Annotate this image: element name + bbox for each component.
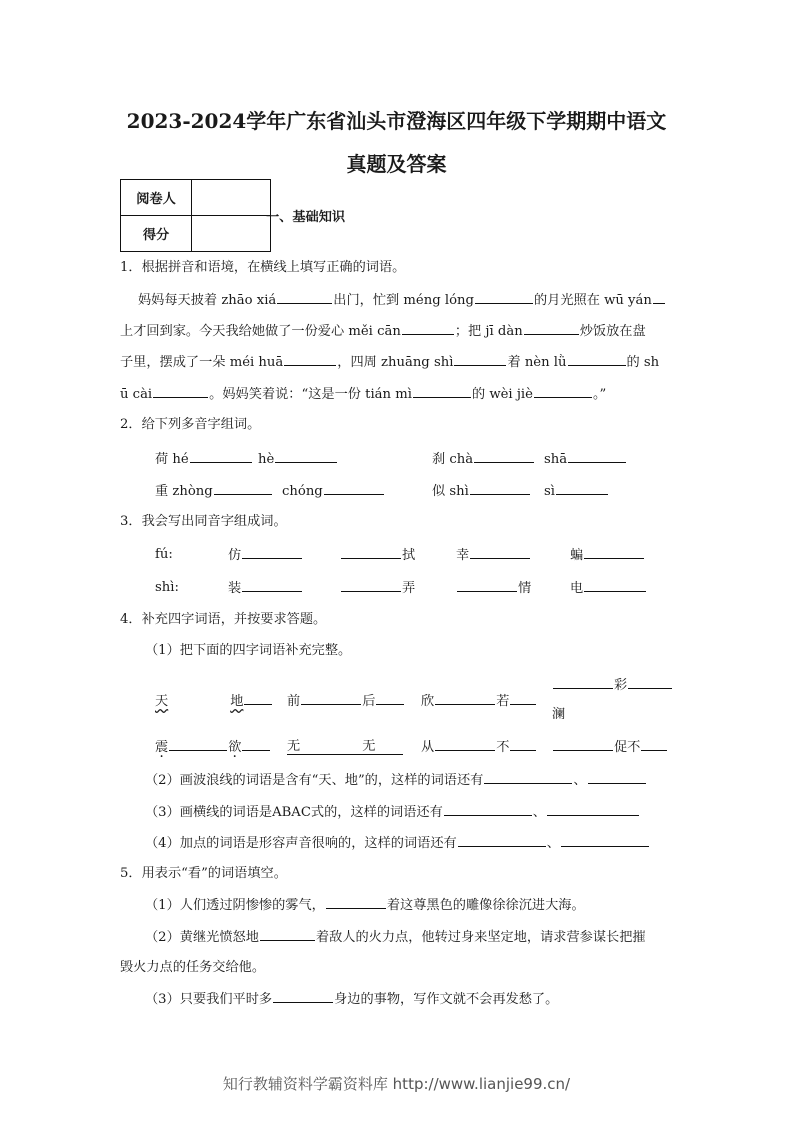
q2-row2-b (282, 482, 385, 501)
q4-sub2 (145, 771, 647, 790)
answer-blank[interactable] (435, 738, 495, 751)
idiom-char: 后 (362, 694, 376, 709)
q4-row1-d (552, 676, 673, 695)
q4-row2-b (287, 738, 403, 755)
idiom-char: 若 (496, 694, 510, 709)
section-heading: 一、基础知识 (266, 210, 346, 225)
q1-text: 。” (592, 387, 607, 402)
answer-blank[interactable] (214, 482, 272, 495)
answer-blank[interactable] (556, 482, 608, 495)
idiom-char: 无 (362, 739, 376, 754)
answer-blank[interactable] (275, 450, 337, 463)
answer-blank[interactable] (475, 291, 533, 304)
idiom-char: 前 (287, 694, 301, 709)
q1-line3 (120, 353, 659, 372)
answer-blank[interactable] (435, 692, 495, 705)
answer-blank[interactable] (169, 738, 227, 751)
separator: 、 (573, 773, 587, 788)
q2-row2-d (544, 482, 609, 501)
q3-stem: 3．我会写出同音字组成词。 (120, 514, 287, 529)
answer-blank[interactable] (641, 738, 667, 751)
q4-row1-c (421, 692, 537, 711)
q2-row1-d (544, 450, 627, 469)
q1-line2 (120, 322, 646, 341)
idiom-char: 欣 (421, 694, 435, 709)
q3-r1-label: fú: (155, 547, 173, 562)
answer-blank[interactable] (244, 692, 272, 705)
q2-row1-c (432, 450, 535, 469)
answer-blank[interactable] (284, 353, 336, 366)
answer-blank[interactable] (524, 322, 579, 335)
q3-r1-item1 (228, 546, 303, 565)
answer-blank[interactable] (260, 928, 315, 941)
answer-blank[interactable] (484, 771, 572, 784)
answer-blank[interactable] (242, 738, 270, 751)
q5-sub2 (145, 928, 646, 947)
answer-blank[interactable] (277, 291, 332, 304)
q1-text: ，四周 zhuāng shì (337, 355, 454, 370)
q3-r1-item4 (570, 546, 645, 565)
idiom-char: 地 (230, 694, 244, 709)
q3-char: 情 (518, 581, 532, 596)
answer-blank[interactable] (457, 579, 517, 592)
answer-blank[interactable] (444, 803, 532, 816)
q2-item: shā (544, 452, 568, 467)
q1-text: ；把 jī dàn (454, 324, 523, 339)
q2-row2-a (155, 482, 273, 501)
q2-item: 重 zhòng (155, 484, 213, 499)
q2-item: 荷 hé (155, 452, 189, 467)
answer-blank[interactable] (588, 771, 646, 784)
q3-char: 拭 (402, 548, 416, 563)
q4-row1-d-wrap: 澜 (552, 707, 566, 722)
q4-sub1: （1）把下面的四字词语补充完整。 (145, 643, 352, 658)
q5-text: （2）黄继光愤怒地 (145, 930, 259, 945)
q1-text: 出门，忙到 méng lóng (333, 293, 474, 308)
q3-char: 电 (570, 581, 584, 596)
q5-sub1 (145, 896, 585, 915)
q4-stem: 4．补充四字词语，并按要求答题。 (120, 612, 327, 627)
q1-text: 子里，摆成了一朵 méi huā (120, 355, 284, 370)
q5-text: （1）人们透过阴惨惨的雾气， (145, 898, 325, 913)
q1-text: 。妈妈笑着说：“这是一份 tián mì (209, 387, 412, 402)
answer-blank[interactable] (470, 546, 530, 559)
separator: 、 (546, 836, 560, 851)
page-title-line2: 真题及答案 (346, 152, 447, 176)
q5-sub3 (145, 990, 558, 1009)
reviewer-label: 阅卷人 (121, 180, 192, 216)
answer-blank[interactable] (510, 738, 536, 751)
q5-text: （3）只要我们平时多 (145, 992, 273, 1007)
q4-row2-d (552, 738, 668, 757)
q4-sub4-text: （4）加点的词语是形容声音很响的，这样的词语还有 (145, 836, 457, 851)
answer-blank[interactable] (470, 482, 530, 495)
q1-text: 着 nèn lǜ (507, 355, 567, 370)
answer-blank[interactable] (568, 353, 626, 366)
idiom-char: 彩 (614, 678, 628, 693)
reviewer-cell[interactable] (192, 180, 271, 216)
q1-text: 妈妈每天披着 zhāo xiá (138, 293, 277, 308)
answer-blank[interactable] (534, 385, 592, 398)
q5-text: 着这尊黑色的雕像徐徐沉进大海。 (386, 898, 585, 913)
q2-stem: 2．给下列多音字组词。 (120, 417, 261, 432)
answer-blank[interactable] (547, 803, 639, 816)
idiom-char: 无 (287, 739, 301, 754)
q3-r2-label: shì: (155, 580, 179, 595)
q1-text: 的 wèi jiè (471, 387, 533, 402)
q3-r2-item1 (228, 579, 303, 598)
q2-item: sì (544, 484, 555, 499)
separator: 、 (532, 805, 546, 820)
answer-blank[interactable] (561, 834, 649, 847)
answer-blank[interactable] (341, 546, 401, 559)
review-table (120, 179, 271, 252)
q3-r1-item3 (456, 546, 531, 565)
answer-blank[interactable] (190, 450, 252, 463)
page-title-line1: 2023-2024学年广东省汕头市澄海区四年级下学期期中语文 (126, 109, 667, 133)
answer-blank[interactable] (242, 546, 302, 559)
answer-blank[interactable] (474, 450, 534, 463)
q2-item: 似 shì (432, 484, 469, 499)
answer-blank[interactable] (301, 692, 361, 705)
footer-watermark: 知行教辅资料学霸资料库 http://www.lianjie99.cn/ (222, 1075, 571, 1093)
answer-blank[interactable] (553, 738, 613, 751)
answer-blank[interactable] (454, 353, 506, 366)
q4-sub3 (145, 803, 640, 822)
q3-char: 弄 (402, 581, 416, 596)
q3-r1-item2 (340, 546, 415, 565)
answer-blank[interactable] (402, 322, 454, 335)
q5-sub2-cont: 毁火力点的任务交给他。 (120, 960, 266, 975)
answer-blank[interactable] (553, 676, 613, 689)
q1-text: 上才回到家。今天我给她做了一份爱心 měi cān (120, 324, 401, 339)
answer-blank[interactable] (153, 385, 208, 398)
q1-text: ū cài (120, 387, 153, 402)
idiom-char: 欲 (228, 740, 242, 755)
q5-text: 着敌人的火力点，他转过身来坚定地，请求营参谋长把摧 (315, 930, 646, 945)
answer-blank[interactable] (584, 546, 644, 559)
q3-char: 幸 (456, 548, 470, 563)
q1-line1 (138, 291, 666, 310)
q3-char: 装 (228, 581, 242, 596)
q1-text: 的 sh (626, 355, 660, 370)
q4-row2-a (155, 738, 271, 757)
answer-blank[interactable] (584, 579, 646, 592)
q2-row2-c (432, 482, 531, 501)
q5-stem: 5．用表示“看”的词语填空。 (120, 866, 287, 881)
answer-blank[interactable] (376, 692, 404, 705)
answer-blank[interactable] (653, 291, 665, 304)
score-label: 得分 (121, 216, 192, 252)
q1-text: 的月光照在 wū yán (533, 293, 652, 308)
q4-row1-b (287, 692, 405, 711)
answer-blank[interactable] (628, 676, 672, 689)
q4-row2-c (421, 738, 537, 757)
answer-blank[interactable] (510, 692, 536, 705)
q3-r2-item3 (456, 579, 531, 598)
q2-item: hè (258, 452, 275, 467)
q3-r2-item2 (340, 579, 415, 598)
idiom-char: 促不 (614, 740, 641, 755)
q3-r2-item4 (570, 579, 647, 598)
q2-item: chóng (282, 484, 323, 499)
answer-blank[interactable] (458, 834, 546, 847)
q4-row1-a (155, 692, 273, 711)
answer-blank[interactable] (341, 579, 401, 592)
idiom-char: 震 (155, 740, 169, 755)
q2-row1-b (258, 450, 338, 469)
q4-sub3-text: （3）画横线的词语是ABAC式的，这样的词语还有 (145, 805, 443, 820)
q5-text: 身边的事物，写作文就不会再发愁了。 (334, 992, 559, 1007)
q4-sub2-text: （2）画波浪线的词语是含有“天、地”的，这样的词语还有 (145, 773, 484, 788)
q3-char: 仿 (228, 548, 242, 563)
answer-blank[interactable] (242, 579, 302, 592)
answer-blank[interactable] (568, 450, 626, 463)
answer-blank[interactable] (324, 482, 384, 495)
q1-text: 炒饭放在盘 (579, 324, 646, 339)
q1-stem: 1．根据拼音和语境，在横线上填写正确的词语。 (120, 260, 406, 275)
q2-item: 刹 chà (432, 452, 474, 467)
q2-row1-a (155, 450, 253, 469)
answer-blank[interactable] (326, 896, 386, 909)
answer-blank[interactable] (273, 990, 333, 1003)
q1-line4 (120, 385, 606, 404)
idiom-char: 天 (155, 694, 169, 709)
answer-blank[interactable] (413, 385, 471, 398)
q3-char: 蝙 (570, 548, 584, 563)
score-cell[interactable] (192, 216, 271, 252)
idiom-char: 从 (421, 740, 435, 755)
idiom-char: 不 (496, 740, 510, 755)
q4-sub4 (145, 834, 650, 853)
